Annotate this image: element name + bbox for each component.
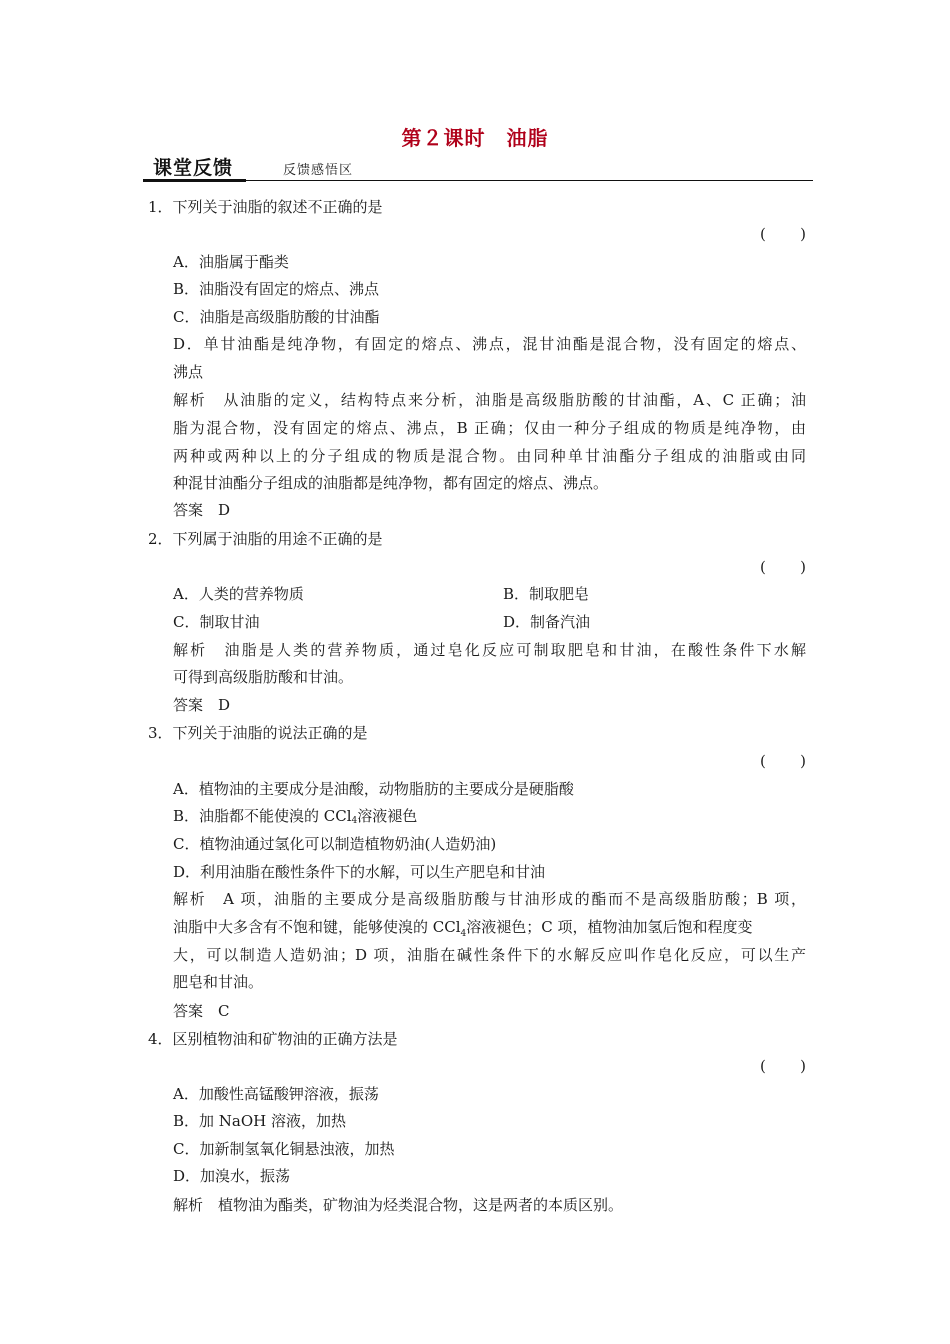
question-1-analysis-line: 种混甘油酯分子组成的油脂都是纯净物，都有固定的熔点、沸点。 <box>173 474 609 492</box>
question-2-answer-blank <box>760 557 806 577</box>
question-4-option-b: B．加 NaOH 溶液，加热 <box>173 1112 347 1130</box>
question-2-analysis-line: 可得到高级脂肪酸和甘油。 <box>173 668 354 686</box>
question-3-analysis-line: 大，可以制造人造奶油；D 项，油脂在碱性条件下的水解反应叫作皂化反应，可以生产 <box>173 946 806 964</box>
question-2-option-c: C．制取甘油 <box>173 613 260 631</box>
question-3-option-c: C．植物油通过氢化可以制造植物奶油(人造奶油) <box>173 835 497 853</box>
question-1-option-a: A．油脂属于酯类 <box>173 253 289 271</box>
question-2-option-d: D．制备汽油 <box>503 613 591 631</box>
question-2-option-b: B．制取肥皂 <box>503 585 590 603</box>
paren-open: ( <box>760 558 766 576</box>
question-3-answer-blank <box>760 751 806 771</box>
question-4-answer-blank <box>760 1056 806 1076</box>
question-2-stem: 2．下列属于油脂的用途不正确的是 <box>148 530 383 548</box>
question-2-option-a: A．人类的营养物质 <box>173 585 304 603</box>
page-title: 第２课时 油脂 <box>401 126 549 150</box>
section-label: 课堂反馈 <box>153 157 234 179</box>
question-4-stem: 4．区别植物油和矿物油的正确方法是 <box>148 1030 398 1048</box>
paren-open: ( <box>760 225 766 243</box>
text-fragment: B．油脂都不能使溴的 CCl <box>173 807 352 825</box>
paren-close: ) <box>800 225 806 243</box>
subscript: 4 <box>460 929 467 939</box>
question-4-analysis-line: 解析 植物油为酯类，矿物油为烃类混合物，这是两者的本质区别。 <box>173 1196 624 1214</box>
section-subtitle: 反馈感悟区 <box>283 163 354 178</box>
question-1-analysis-line: 脂为混合物，没有固定的熔点、沸点，B 正确；仅由一种分子组成的物质是纯净物，由 <box>173 419 806 437</box>
question-3-analysis-line: 解析 A 项，油脂的主要成分是高级脂肪酸与甘油形成的酯而不是高级脂肪酸；B 项， <box>173 890 806 908</box>
question-1-analysis-line: 解析 从油脂的定义，结构特点来分析，油脂是高级脂肪酸的甘油酯，A、C 正确；油 <box>173 391 806 409</box>
paren-open: ( <box>760 752 766 770</box>
question-1-option-c: C．油脂是高级脂肪酸的甘油酯 <box>173 308 380 326</box>
question-3-stem: 3．下列关于油脂的说法正确的是 <box>148 724 368 742</box>
question-4-option-a: A．加酸性高锰酸钾溶液，振荡 <box>173 1085 379 1103</box>
paren-close: ) <box>800 1057 806 1075</box>
header-rule-accent <box>143 179 246 182</box>
section-header <box>143 153 813 183</box>
question-4-option-d: D．加溴水，振荡 <box>173 1167 291 1185</box>
paren-close: ) <box>800 752 806 770</box>
question-3-analysis-line: 肥皂和甘油。 <box>173 973 264 991</box>
question-2-analysis-line: 解析 油脂是人类的营养物质，通过皂化反应可制取肥皂和甘油，在酸性条件下水解 <box>173 641 806 659</box>
question-1-option-b: B．油脂没有固定的熔点、沸点 <box>173 280 380 298</box>
question-2-answer: 答案 D <box>173 696 231 714</box>
question-3-option-a: A．植物油的主要成分是油酸，动物脂肪的主要成分是硬脂酸 <box>173 780 574 798</box>
question-3-answer: 答案 C <box>173 1002 230 1020</box>
text-fragment: 溶液褪色 <box>357 807 418 825</box>
question-4-option-c: C．加新制氢氧化铜悬浊液，加热 <box>173 1140 395 1158</box>
paren-close: ) <box>800 558 806 576</box>
subscript: 4 <box>351 816 358 826</box>
text-fragment: 油脂中大多含有不饱和键，能够使溴的 CCl <box>173 918 461 936</box>
question-1-stem: 1．下列关于油脂的叙述不正确的是 <box>148 198 383 216</box>
question-1-analysis-line: 两种或两种以上的分子组成的物质是混合物。由同种单甘油酯分子组成的油脂或由同 <box>173 447 806 465</box>
question-3-option-b <box>173 806 417 826</box>
paren-open: ( <box>760 1057 766 1075</box>
question-1-option-d: D．单甘油酯是纯净物，有固定的熔点、沸点，混甘油酯是混合物，没有固定的熔点、 <box>173 335 806 353</box>
question-3-option-d: D．利用油脂在酸性条件下的水解，可以生产肥皂和甘油 <box>173 863 546 881</box>
question-1-answer-blank <box>760 224 806 244</box>
question-1-answer: 答案 D <box>173 501 231 519</box>
question-1-option-d-cont: 沸点 <box>173 363 204 381</box>
text-fragment: 溶液褪色；C 项，植物油加氢后饱和程度变 <box>466 918 753 936</box>
